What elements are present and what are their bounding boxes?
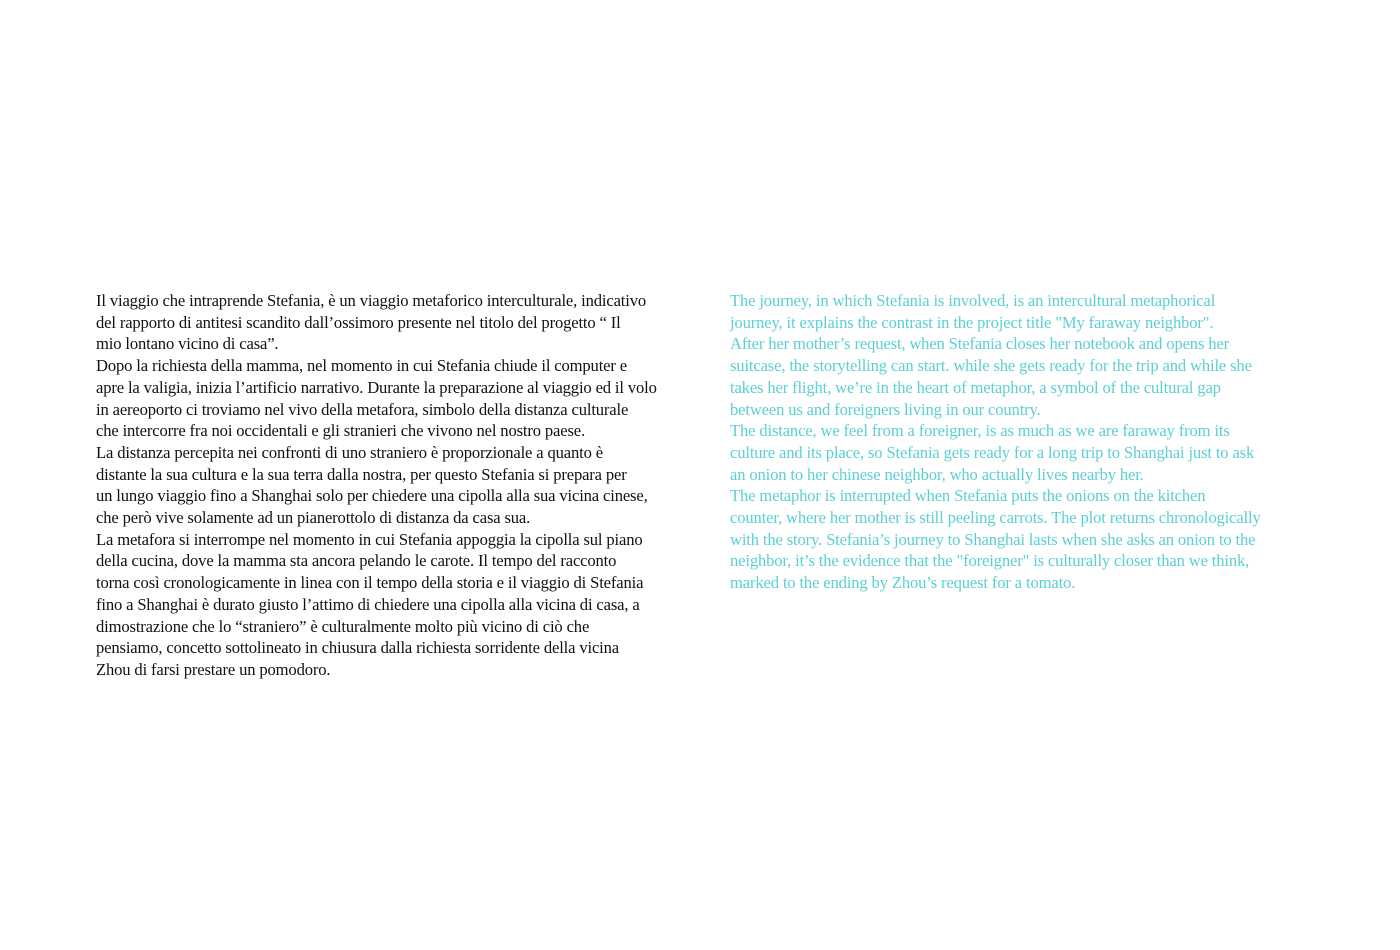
english-paragraph-3: The distance, we feel from a foreigner, is as much as we are faraway from its culture and its place, so Stefania gets ready for a long trip to Shanghai just to ask an onion to her chinese neighbor, who actually lives nearby her. bbox=[730, 421, 1255, 484]
english-paragraph-1: The journey, in which Stefania is involved, is an intercultural metaphorical journey, it explains the contrast in the project title "My faraway neighbor". bbox=[730, 291, 1216, 332]
english-paragraph-2: After her mother’s request, when Stefania closes her notebook and opens her suitcase, the storytelling can start. while she gets ready for the trip and while she takes her flight, we’re in the heart of metaphor, a symbol of the cultural gap between us and foreigners living in our country. bbox=[730, 334, 1252, 419]
english-text-column bbox=[730, 290, 1350, 594]
english-paragraph-4: The metaphor is interrupted when Stefania puts the onions on the kitchen counter, where her mother is still peeling carrots. The plot returns chronologically with the story. Stefania’s journey to Shanghai lasts when she asks an onion to the neighbor, it’s the evidence that the "foreigner" is culturally closer than we think, marked to the ending by Zhou’s request for a tomato. bbox=[730, 486, 1261, 593]
italian-paragraph-4: La metafora si interrompe nel momento in cui Stefania appoggia la cipolla sul piano della cucina, dove la mamma sta ancora pelando le carote. Il tempo del racconto torna così cronologicamente in linea con il tempo della storia e il viaggio di Stefania fino a Shanghai è durato giusto l’attimo di chiedere una cipolla alla vicina di casa, a dimostrazione che lo “straniero” è culturalmente molto più vicino di ciò che pensiamo, concetto sottolineato in chiusura dalla richiesta sorridente della vicina Zhou di farsi prestare un pomodoro. bbox=[96, 529, 644, 679]
italian-paragraph-3: La distanza percepita nei confronti di uno straniero è proporzionale a quanto è distante la sua cultura e la sua terra dalla nostra, per questo Stefania si prepara per un lungo viaggio fino a Shanghai solo per chiedere una cipolla alla sua vicina cinese, che però vive solamente ad un pianerottolo di distanza da casa sua. bbox=[96, 442, 648, 528]
italian-paragraph-2: Dopo la richiesta della mamma, nel momento in cui Stefania chiude il computer e apre la valigia, inizia l’artificio narrativo. Durante la preparazione al viaggio ed il volo in aereoporto ci troviamo nel vivo della metafora, simbolo della distanza culturale che intercorre fra noi occidentali e gli stranieri che vivono nel nostro paese. bbox=[96, 356, 657, 441]
italian-text-column bbox=[96, 290, 696, 681]
italian-paragraph-1: Il viaggio che intraprende Stefania, è un viaggio metaforico interculturale, indicativo del rapporto di antitesi scandito dall’ossimoro presente nel titolo del progetto “ Il mio lontano vicino di casa”. bbox=[96, 291, 647, 354]
